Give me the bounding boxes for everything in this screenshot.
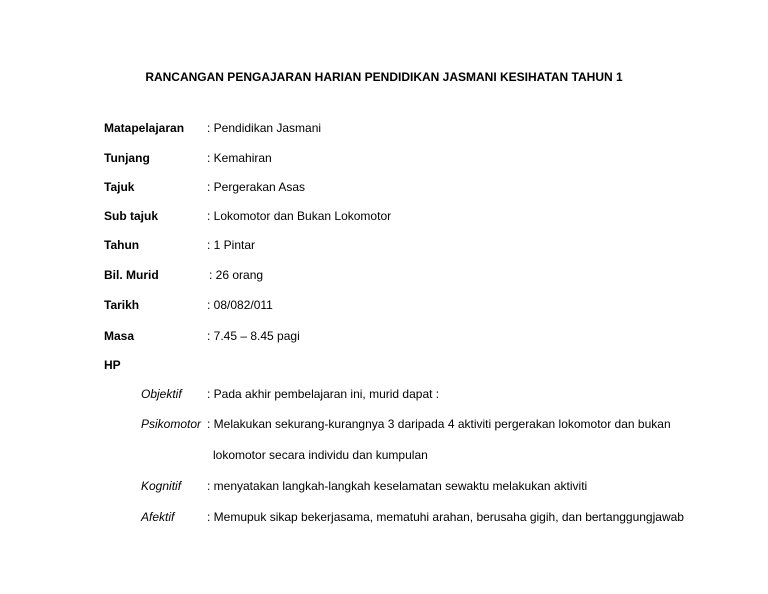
field-value: : Kemahiran [207, 151, 272, 165]
hp-heading: HP [104, 358, 121, 372]
field-value: : 26 orang [209, 268, 264, 282]
field-value: : 08/082/011 [207, 298, 273, 312]
hp-item-label: Kognitif [141, 479, 182, 493]
document-title: RANCANGAN PENGAJARAN HARIAN PENDIDIKAN JASMANI KESIHATAN TAHUN 1 [145, 70, 623, 84]
hp-item-value: : Melakukan sekurang-kurangnya 3 daripada 4 aktiviti pergerakan lokomotor dan bukan [207, 417, 671, 431]
field-value: : Pendidikan Jasmani [207, 121, 322, 135]
field-label: Tarikh [104, 298, 140, 312]
field-value: : 1 Pintar [207, 238, 256, 252]
field-label: Tajuk [104, 180, 135, 194]
hp-item-label: Objektif [141, 387, 182, 401]
field-value: : Pergerakan Asas [207, 180, 306, 194]
hp-item-label: Afektif [141, 510, 175, 524]
hp-item-value: : Pada akhir pembelajaran ini, murid dapat : [207, 387, 440, 401]
field-label: Masa [104, 329, 135, 343]
field-value: : Lokomotor dan Bukan Lokomotor [207, 209, 392, 223]
field-label: Tahun [104, 238, 140, 252]
hp-item-value: : menyatakan langkah-langkah keselamatan sewaktu melakukan aktiviti [207, 479, 588, 493]
field-label: Tunjang [104, 151, 150, 165]
field-value: : 7.45 – 8.45 pagi [207, 329, 300, 343]
hp-item-continuation: lokomotor secara individu dan kumpulan [213, 448, 428, 462]
hp-item-label: Psikomotor [141, 417, 202, 431]
field-label: Sub tajuk [104, 209, 159, 223]
field-label: Matapelajaran [104, 121, 185, 135]
hp-item-value: : Memupuk sikap bekerjasama, mematuhi arahan, berusaha gigih, dan bertanggungjawab [207, 510, 684, 524]
field-label: Bil. Murid [104, 268, 159, 282]
